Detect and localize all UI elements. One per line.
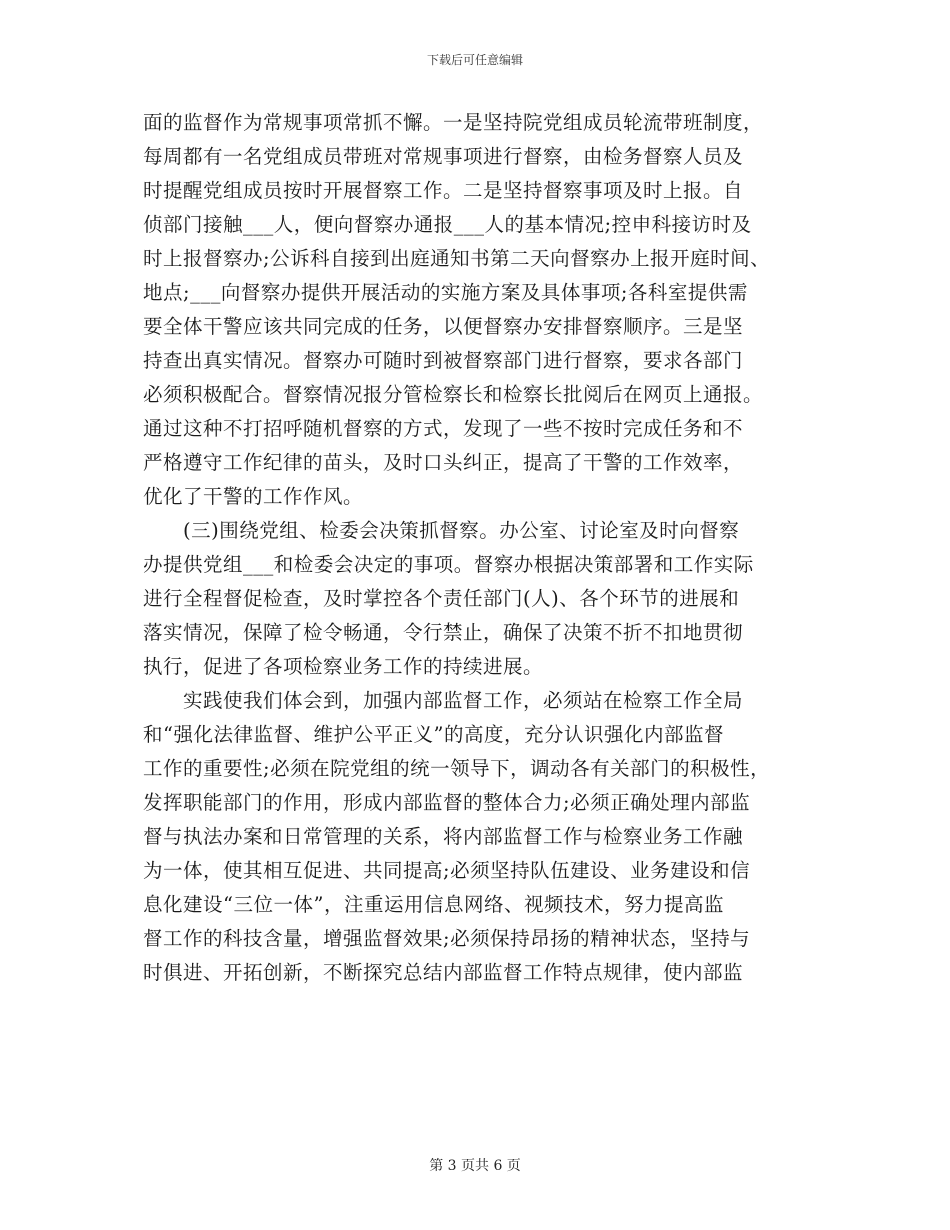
text-line: 必须积极配合。督察情况报分管检察长和检察长批阅后在网页上通报。 bbox=[143, 383, 764, 406]
text-line: 发挥职能部门的作用，形成内部监督的整体合力;必须正确处理内部监 bbox=[143, 791, 751, 814]
text-line: 督工作的科技含量，增强监督效果;必须保持昂扬的精神状态，坚持与 bbox=[143, 927, 751, 950]
text-line: 每周都有一名党组成员带班对常规事项进行督察，由检务督察人员及 bbox=[143, 145, 744, 168]
text-line: 优化了干警的工作作风。 bbox=[143, 485, 364, 508]
page-number: 第 3 页共 6 页 bbox=[429, 1158, 521, 1174]
text-line: 地点;___向督察办提供开展活动的实施方案及具体事项;各科室提供需 bbox=[143, 281, 748, 304]
text-line: 办提供党组___和检委会决定的事项。督察办根据决策部署和工作实际 bbox=[143, 553, 754, 576]
text-line: 执行，促进了各项检察业务工作的持续进展。 bbox=[143, 655, 544, 678]
document-body bbox=[143, 106, 813, 990]
text-line: 息化建设“三位一体”，注重运用信息网络、视频技术，努力提高监 bbox=[143, 893, 724, 916]
page-header bbox=[0, 52, 950, 68]
text-line: 落实情况，保障了检令畅通，令行禁止，确保了决策不折不扣地贯彻 bbox=[143, 621, 744, 644]
text-line: 时俱进、开拓创新，不断探究总结内部监督工作特点规律，使内部监 bbox=[143, 961, 744, 984]
header-text: 下载后可任意编辑 bbox=[426, 53, 523, 67]
text-line: 和“强化法律监督、维护公平正义”的高度，充分认识强化内部监督 bbox=[143, 723, 724, 746]
text-line: 持查出真实情况。督察办可随时到被督察部门进行督察，要求各部门 bbox=[143, 349, 744, 372]
text-line: 进行全程督促检查，及时掌控各个责任部门(人)、各个环节的进展和 bbox=[143, 587, 740, 610]
text-line: 时上报督察办;公诉科自接到出庭通知书第二天向督察办上报开庭时间、 bbox=[143, 247, 771, 270]
text-line: 通过这种不打招呼随机督察的方式，发现了一些不按时完成任务和不 bbox=[143, 417, 744, 440]
text-line: 侦部门接触___人，便向督察办通报___人的基本情况;控申科接访时及 bbox=[143, 213, 752, 236]
text-line: 督与执法办案和日常管理的关系，将内部监督工作与检察业务工作融 bbox=[143, 825, 744, 848]
text-line: 严格遵守工作纪律的苗头，及时口头纠正，提高了干警的工作效率， bbox=[143, 451, 744, 474]
text-line: (三)围绕党组、检委会决策抓督察。办公室、讨论室及时向督察 bbox=[183, 519, 740, 542]
text-line: 时提醒党组成员按时开展督察工作。二是坚持督察事项及时上报。自 bbox=[143, 179, 744, 202]
page-footer bbox=[0, 1156, 950, 1176]
text-line: 面的监督作为常规事项常抓不懈。一是坚持院党组成员轮流带班制度， bbox=[143, 111, 764, 134]
text-line: 要全体干警应该共同完成的任务，以便督察办安排督察顺序。三是坚 bbox=[143, 315, 744, 338]
text-line: 实践使我们体会到，加强内部监督工作，必须站在检察工作全局 bbox=[183, 689, 744, 712]
text-line: 工作的重要性;必须在院党组的统一领导下，调动各有关部门的积极性， bbox=[143, 757, 771, 780]
text-line: 为一体，使其相互促进、共同提高;必须坚持队伍建设、业务建设和信 bbox=[143, 859, 751, 882]
